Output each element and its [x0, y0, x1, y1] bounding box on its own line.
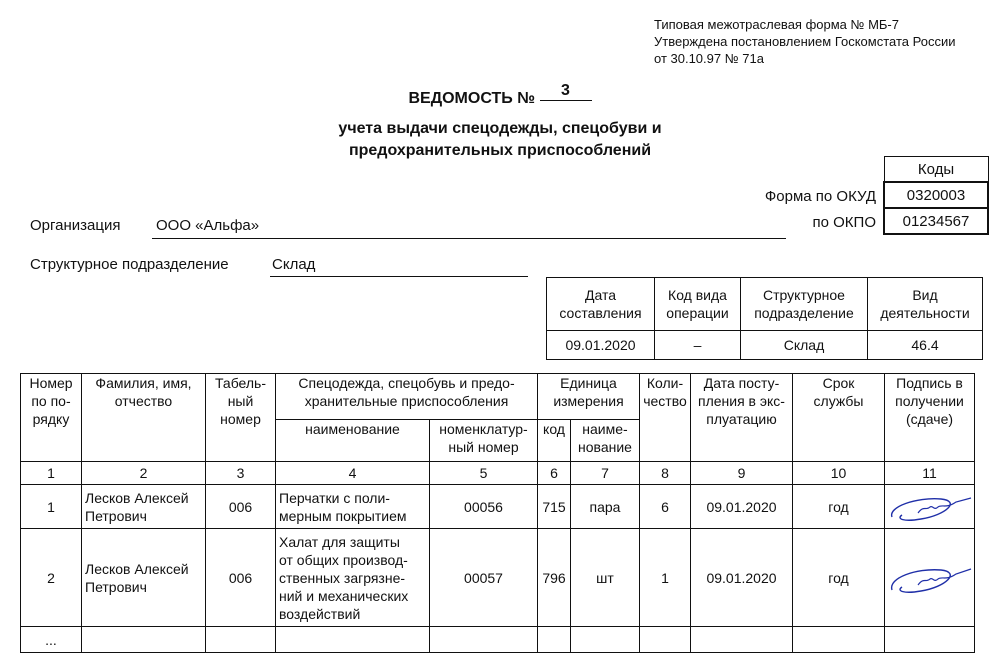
row-number: 1 — [21, 485, 82, 529]
col-number: 6 — [538, 462, 571, 485]
empty-cell — [571, 627, 640, 653]
row-nomenclature: 00057 — [430, 529, 538, 627]
organization-value: ООО «Альфа» — [152, 217, 786, 239]
info-header-op-code: Код вида операции — [655, 278, 741, 331]
col-number: 5 — [430, 462, 538, 485]
okud-code: 0320003 — [884, 182, 988, 208]
row-commission-date: 09.01.2020 — [691, 485, 793, 529]
organization-label: Организация — [30, 217, 121, 234]
row-ellipsis: ... — [21, 627, 82, 653]
row-commission-date: 09.01.2020 — [691, 529, 793, 627]
issuance-table — [20, 373, 975, 653]
col-number: 11 — [885, 462, 975, 485]
title-line2: учета выдачи спецодежды, спецобуви и — [338, 120, 662, 137]
header-unit: Единица измерения — [538, 374, 640, 420]
info-activity-value: 46.4 — [868, 331, 983, 360]
header-personnel-number: Табель- ный номер — [206, 374, 276, 462]
form-note-line1: Типовая межотраслевая форма № МБ-7 — [654, 17, 899, 32]
header-commission-date: Дата посту- пления в экс- плуатацию — [691, 374, 793, 462]
row-unit-code: 796 — [538, 529, 571, 627]
info-header-activity: Вид деятельности — [868, 278, 983, 331]
title-prefix: ВЕДОМОСТЬ № — [408, 90, 536, 107]
header-unit-code: код — [538, 420, 571, 462]
row-full-name: Лесков Алексей Петрович — [82, 529, 206, 627]
header-unit-name: наиме- нование — [571, 420, 640, 462]
info-division-value: Склад — [741, 331, 868, 360]
empty-cell — [430, 627, 538, 653]
form-note-line2: Утверждена постановлением Госкомстата России — [654, 34, 956, 49]
empty-cell — [793, 627, 885, 653]
codes-table — [883, 156, 989, 235]
codes-header: Коды — [884, 157, 988, 183]
row-signature — [885, 485, 975, 529]
header-item-nomenclature: номенклатур- ный номер — [430, 420, 538, 462]
row-personnel-number: 006 — [206, 529, 276, 627]
empty-cell — [885, 627, 975, 653]
row-unit-name: пара — [571, 485, 640, 529]
row-unit-name: шт — [571, 529, 640, 627]
col-number: 1 — [21, 462, 82, 485]
col-number: 4 — [276, 462, 430, 485]
row-item-name: Перчатки с поли- мерным покрытием — [276, 485, 430, 529]
header-service-term: Срок службы — [793, 374, 885, 462]
row-service-term: год — [793, 529, 885, 627]
row-unit-code: 715 — [538, 485, 571, 529]
row-nomenclature: 00056 — [430, 485, 538, 529]
empty-cell — [276, 627, 430, 653]
header-items: Спецодежда, спецобувь и предо- хранительные приспособления — [276, 374, 538, 420]
info-header-division: Структурное подразделение — [741, 278, 868, 331]
document-title — [0, 82, 1000, 109]
row-quantity: 6 — [640, 485, 691, 529]
row-quantity: 1 — [640, 529, 691, 627]
row-full-name: Лесков Алексей Петрович — [82, 485, 206, 529]
info-op-code-value: – — [655, 331, 741, 360]
row-number: 2 — [21, 529, 82, 627]
division-value: Склад — [270, 256, 528, 277]
signature-image — [886, 487, 974, 527]
okud-label: Форма по ОКУД — [764, 188, 876, 205]
row-service-term: год — [793, 485, 885, 529]
col-number: 8 — [640, 462, 691, 485]
col-number: 10 — [793, 462, 885, 485]
header-row-number: Номер по по- рядку — [21, 374, 82, 462]
form-type-note — [654, 16, 955, 67]
empty-cell — [640, 627, 691, 653]
col-number: 3 — [206, 462, 276, 485]
table-row — [21, 485, 975, 529]
signature-image — [886, 556, 974, 600]
info-table — [546, 277, 983, 360]
empty-cell — [206, 627, 276, 653]
header-full-name: Фамилия, имя, отчество — [82, 374, 206, 462]
header-signature: Подпись в получении (сдаче) — [885, 374, 975, 462]
title-line3: предохранительных приспособлений — [348, 142, 652, 159]
column-numbers-row — [21, 462, 975, 485]
row-personnel-number: 006 — [206, 485, 276, 529]
empty-cell — [82, 627, 206, 653]
division-label: Структурное подразделение — [30, 256, 229, 273]
document-number: 3 — [540, 82, 592, 101]
header-quantity: Коли- чество — [640, 374, 691, 462]
okpo-code: 01234567 — [884, 208, 988, 234]
row-item-name: Халат для защиты от общих производ- ственных загрязне- ний и механических воздействий — [276, 529, 430, 627]
empty-cell — [691, 627, 793, 653]
header-item-name: наименование — [276, 420, 430, 462]
col-number: 7 — [571, 462, 640, 485]
table-row — [21, 627, 975, 653]
col-number: 2 — [82, 462, 206, 485]
table-row — [21, 529, 975, 627]
row-signature — [885, 529, 975, 627]
empty-cell — [538, 627, 571, 653]
okpo-label: по ОКПО — [812, 214, 876, 231]
form-note-line3: от 30.10.97 № 71а — [654, 51, 764, 66]
col-number: 9 — [691, 462, 793, 485]
info-date-value: 09.01.2020 — [547, 331, 655, 360]
info-header-date: Дата составления — [547, 278, 655, 331]
